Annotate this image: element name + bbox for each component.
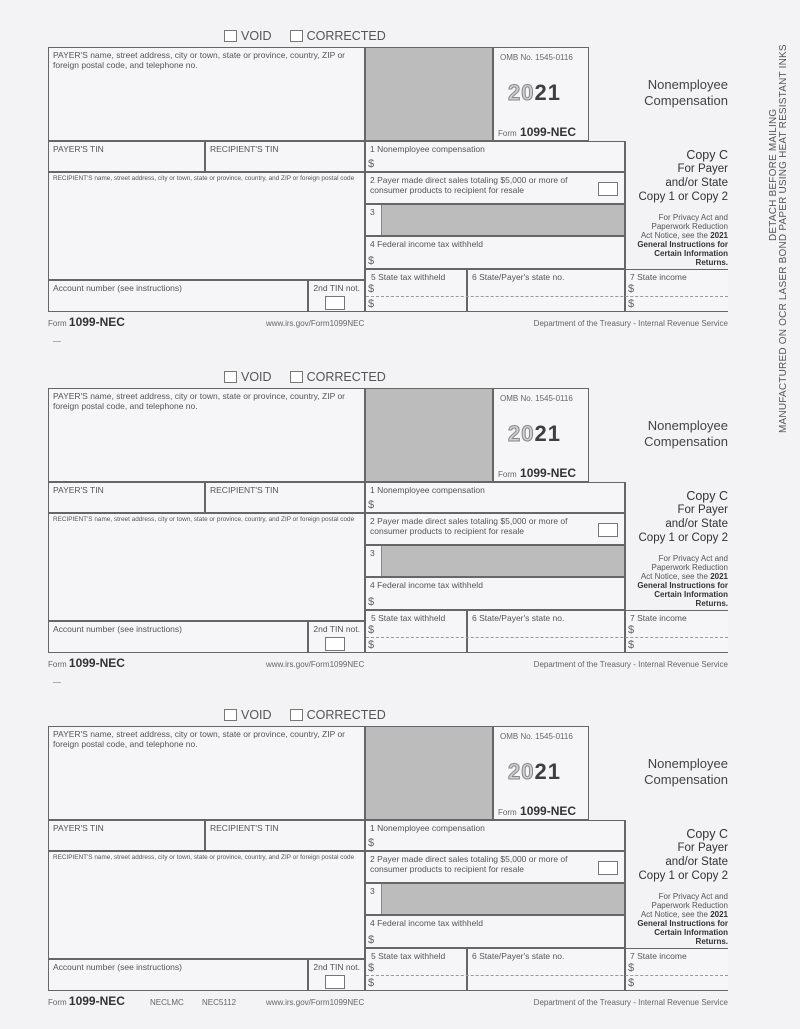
void-label: VOID	[241, 29, 272, 43]
account-number-label: Account number (see instructions)	[53, 962, 182, 972]
omb-number: OMB No. 1545-0116	[500, 732, 573, 741]
box6-field[interactable]	[467, 269, 625, 312]
year-light: 20	[508, 759, 535, 784]
footer-form-name: 1099-NEC	[68, 656, 125, 670]
box6-label: 6 State/Payer's state no.	[472, 951, 565, 961]
corrected-label: CORRECTED	[306, 708, 386, 722]
box5-label: 5 State tax withheld	[371, 613, 446, 623]
form-word: Form	[498, 808, 517, 817]
box7-label: 7 State income	[630, 272, 687, 282]
perforation-mark	[53, 682, 61, 683]
void-label: VOID	[241, 370, 272, 384]
privacy-line2: Paperwork Reduction	[651, 901, 728, 910]
box2-checkbox[interactable]	[598, 861, 618, 875]
tax-year	[508, 80, 561, 106]
account-number-label: Account number (see instructions)	[53, 283, 182, 293]
footer-url: www.irs.gov/Form1099NEC	[266, 998, 365, 1007]
copy-line4: Copy 1 or Copy 2	[638, 870, 728, 882]
footer-form-word: Form	[48, 319, 67, 328]
privacy-line3a: Act Notice, see the	[640, 231, 711, 240]
privacy-line5: Certain Information	[654, 249, 728, 258]
form-word: Form	[498, 129, 517, 138]
box6-label: 6 State/Payer's state no.	[472, 613, 565, 623]
paper-notice: MANUFACTURED ON OCR LASER BOND PAPER USING HEAT RESISTANT INKS	[778, 44, 789, 433]
box1-field[interactable]	[365, 820, 625, 851]
footer-form-number	[48, 656, 125, 670]
box7-dollar-1: $	[628, 624, 635, 636]
footer-form-number	[48, 315, 125, 329]
void-corrected-row	[224, 29, 386, 43]
recipient-info-label: RECIPIENT'S name, street address, city or town, state or province, country, and ZIP or foreign postal code	[53, 854, 355, 861]
box7-field[interactable]	[625, 610, 728, 653]
corrected-checkbox[interactable]	[290, 708, 386, 722]
copy-line4: Copy 1 or Copy 2	[638, 191, 728, 203]
box3-label: 3	[366, 546, 382, 576]
form-word: Form	[498, 470, 517, 479]
box4-field[interactable]	[365, 577, 625, 610]
void-box[interactable]	[224, 371, 237, 383]
void-checkbox[interactable]	[224, 370, 272, 384]
box5-dollar-2: $	[368, 977, 375, 989]
box7-dollar-1: $	[628, 962, 635, 974]
box2-label: 2 Payer made direct sales totaling $5,000 or more of consumer products to recipient for resale	[370, 175, 568, 195]
payer-tin-label: PAYER'S TIN	[53, 485, 104, 495]
copy-line4: Copy 1 or Copy 2	[638, 532, 728, 544]
privacy-line2: Paperwork Reduction	[651, 222, 728, 231]
recipient-tin-label: RECIPIENT'S TIN	[210, 485, 279, 495]
privacy-notice	[637, 554, 728, 608]
box2-checkbox[interactable]	[598, 182, 618, 196]
box2-field	[365, 172, 625, 204]
box3-label: 3	[366, 884, 382, 914]
box7-dollar-2: $	[628, 977, 635, 989]
form-number	[498, 125, 576, 139]
corrected-label: CORRECTED	[306, 29, 386, 43]
year-light: 20	[508, 80, 535, 105]
recipient-info-field[interactable]	[48, 513, 365, 621]
void-label: VOID	[241, 708, 272, 722]
title-line2: Compensation	[644, 93, 728, 108]
copy-designation	[639, 148, 729, 204]
recipient-tin-field[interactable]	[205, 820, 365, 851]
copy-line1: Copy C	[686, 148, 728, 162]
title-line2: Compensation	[644, 772, 728, 787]
void-box[interactable]	[224, 709, 237, 721]
payer-info-field[interactable]	[48, 726, 365, 820]
detach-notice: DETACH BEFORE MAILING	[768, 108, 779, 241]
copy-designation	[639, 827, 729, 883]
copy-line3: and/or State	[665, 177, 728, 189]
box5-dollar-1: $	[368, 962, 375, 974]
form-number-text: 1099-NEC	[520, 804, 577, 818]
box3-field	[365, 545, 625, 577]
recipient-tin-field[interactable]	[205, 482, 365, 513]
form-title	[644, 418, 728, 450]
privacy-line3a: Act Notice, see the	[640, 572, 711, 581]
privacy-line1: For Privacy Act and	[658, 213, 728, 222]
privacy-line3b: 2021	[710, 572, 728, 581]
corrected-box[interactable]	[290, 371, 303, 383]
privacy-line4: General Instructions for	[637, 581, 728, 590]
year-bold: 21	[534, 421, 561, 446]
box4-label: 4 Federal income tax withheld	[370, 918, 483, 928]
box4-dollar: $	[368, 596, 375, 608]
box3-field	[365, 883, 625, 915]
box2-checkbox[interactable]	[598, 523, 618, 537]
box7-field[interactable]	[625, 269, 728, 312]
void-corrected-row	[224, 370, 386, 384]
payer-tin-field[interactable]	[48, 141, 205, 172]
recipient-info-field[interactable]	[48, 851, 365, 959]
box1-label: 1 Nonemployee compensation	[370, 144, 485, 154]
title-line2: Compensation	[644, 434, 728, 449]
box7-field[interactable]	[625, 948, 728, 991]
account-number-field[interactable]	[48, 959, 308, 991]
recipient-tin-label: RECIPIENT'S TIN	[210, 144, 279, 154]
second-tin-label: 2nd TIN not.	[313, 962, 360, 972]
box7-dollar-2: $	[628, 639, 635, 651]
box5-label: 5 State tax withheld	[371, 951, 446, 961]
perforation-mark	[53, 341, 61, 342]
footer-form-word: Form	[48, 998, 67, 1007]
form-1099-nec-copy-3	[48, 708, 728, 1026]
privacy-line5: Certain Information	[654, 928, 728, 937]
box7-dollar-2: $	[628, 298, 635, 310]
box3-shaded	[382, 546, 624, 576]
privacy-line4: General Instructions for	[637, 919, 728, 928]
year-light: 20	[508, 421, 535, 446]
payer-info-label: PAYER'S name, street address, city or town, state or province, country, ZIP or foreign postal code, and telephone no.	[53, 729, 346, 749]
box4-label: 4 Federal income tax withheld	[370, 580, 483, 590]
footer-url: www.irs.gov/Form1099NEC	[266, 319, 365, 328]
copy-line1: Copy C	[686, 489, 728, 503]
privacy-line3b: 2021	[710, 231, 728, 240]
shaded-area	[365, 726, 493, 820]
second-tin-field	[308, 621, 365, 653]
void-checkbox[interactable]	[224, 29, 272, 43]
footer-form-name: 1099-NEC	[68, 315, 125, 329]
recipient-tin-field[interactable]	[205, 141, 365, 172]
box2-field	[365, 513, 625, 545]
second-tin-label: 2nd TIN not.	[313, 283, 360, 293]
year-bold: 21	[534, 80, 561, 105]
copy-line2: For Payer	[677, 842, 728, 854]
payer-info-label: PAYER'S name, street address, city or town, state or province, country, ZIP or foreign postal code, and telephone no.	[53, 391, 346, 411]
form-number	[498, 466, 576, 480]
privacy-line5: Certain Information	[654, 590, 728, 599]
recipient-info-label: RECIPIENT'S name, street address, city or town, state or province, country, and ZIP or foreign postal code	[53, 516, 355, 523]
box5-field[interactable]	[365, 610, 467, 653]
footer-department: Department of the Treasury - Internal Revenue Service	[533, 998, 728, 1007]
box2-label: 2 Payer made direct sales totaling $5,000 or more of consumer products to recipient for resale	[370, 854, 568, 874]
omb-year-box	[493, 47, 589, 141]
form-title	[644, 77, 728, 109]
box7-dollar-1: $	[628, 283, 635, 295]
payer-tin-field[interactable]	[48, 482, 205, 513]
form-1099-nec-copy-2	[48, 370, 728, 688]
recipient-tin-label: RECIPIENT'S TIN	[210, 823, 279, 833]
payer-tin-label: PAYER'S TIN	[53, 823, 104, 833]
box6-field[interactable]	[467, 610, 625, 653]
form-1099-nec-copy-1	[48, 29, 728, 347]
box6-field[interactable]	[467, 948, 625, 991]
form-title	[644, 756, 728, 788]
corrected-box[interactable]	[290, 709, 303, 721]
box7-label: 7 State income	[630, 951, 687, 961]
omb-number: OMB No. 1545-0116	[500, 394, 573, 403]
payer-info-field[interactable]	[48, 388, 365, 482]
state-row-divider	[366, 975, 728, 976]
footer-form-word: Form	[48, 660, 67, 669]
title-line1: Nonemployee	[647, 77, 728, 92]
privacy-line6: Returns.	[695, 258, 728, 267]
box2-label: 2 Payer made direct sales totaling $5,000 or more of consumer products to recipient for resale	[370, 516, 568, 536]
box4-dollar: $	[368, 255, 375, 267]
void-checkbox[interactable]	[224, 708, 272, 722]
void-corrected-row	[224, 708, 386, 722]
account-number-field[interactable]	[48, 280, 308, 312]
second-tin-checkbox[interactable]	[325, 296, 345, 310]
footer-department: Department of the Treasury - Internal Revenue Service	[533, 660, 728, 669]
corrected-checkbox[interactable]	[290, 29, 386, 43]
copy-line2: For Payer	[677, 163, 728, 175]
title-line1: Nonemployee	[647, 418, 728, 433]
recipient-info-label: RECIPIENT'S name, street address, city or town, state or province, country, and ZIP or foreign postal code	[53, 175, 355, 182]
footer-url: www.irs.gov/Form1099NEC	[266, 660, 365, 669]
privacy-line3b: 2021	[710, 910, 728, 919]
privacy-line1: For Privacy Act and	[658, 892, 728, 901]
box1-field[interactable]	[365, 141, 625, 172]
footer-code-1: NECLMC	[150, 998, 184, 1007]
second-tin-checkbox[interactable]	[325, 975, 345, 989]
omb-year-box	[493, 726, 589, 820]
footer-department: Department of the Treasury - Internal Revenue Service	[533, 319, 728, 328]
copy-line2: For Payer	[677, 504, 728, 516]
state-row-divider	[366, 296, 728, 297]
privacy-notice	[637, 892, 728, 946]
privacy-line4: General Instructions for	[637, 240, 728, 249]
box5-dollar-2: $	[368, 298, 375, 310]
void-box[interactable]	[224, 30, 237, 42]
payer-info-label: PAYER'S name, street address, city or town, state or province, country, ZIP or foreign postal code, and telephone no.	[53, 50, 346, 70]
title-line1: Nonemployee	[647, 756, 728, 771]
privacy-line3a: Act Notice, see the	[640, 910, 711, 919]
box5-label: 5 State tax withheld	[371, 272, 446, 282]
account-number-label: Account number (see instructions)	[53, 624, 182, 634]
footer-form-name: 1099-NEC	[68, 994, 125, 1008]
tax-year	[508, 759, 561, 785]
payer-tin-field[interactable]	[48, 820, 205, 851]
box1-label: 1 Nonemployee compensation	[370, 823, 485, 833]
privacy-line2: Paperwork Reduction	[651, 563, 728, 572]
corrected-box[interactable]	[290, 30, 303, 42]
omb-year-box	[493, 388, 589, 482]
tax-year	[508, 421, 561, 447]
copy-divider	[625, 482, 626, 610]
second-tin-field	[308, 959, 365, 991]
payer-info-field[interactable]	[48, 47, 365, 141]
box5-field[interactable]	[365, 269, 467, 312]
box4-field[interactable]	[365, 915, 625, 948]
footer-form-number	[48, 994, 125, 1008]
copy-line1: Copy C	[686, 827, 728, 841]
state-row-divider	[366, 637, 728, 638]
recipient-info-field[interactable]	[48, 172, 365, 280]
box4-field[interactable]	[365, 236, 625, 269]
box1-label: 1 Nonemployee compensation	[370, 485, 485, 495]
corrected-label: CORRECTED	[306, 370, 386, 384]
box1-dollar: $	[368, 499, 375, 511]
account-number-field[interactable]	[48, 621, 308, 653]
box6-label: 6 State/Payer's state no.	[472, 272, 565, 282]
footer-code-2: NEC5112	[202, 998, 237, 1007]
box2-field	[365, 851, 625, 883]
corrected-checkbox[interactable]	[290, 370, 386, 384]
copy-designation	[639, 489, 729, 545]
shaded-area	[365, 47, 493, 141]
privacy-line6: Returns.	[695, 937, 728, 946]
second-tin-field	[308, 280, 365, 312]
shaded-area	[365, 388, 493, 482]
form-number-text: 1099-NEC	[520, 466, 577, 480]
box7-label: 7 State income	[630, 613, 687, 623]
year-bold: 21	[534, 759, 561, 784]
form-number-text: 1099-NEC	[520, 125, 577, 139]
second-tin-checkbox[interactable]	[325, 637, 345, 651]
privacy-notice	[637, 213, 728, 267]
box3-label: 3	[366, 205, 382, 235]
second-tin-label: 2nd TIN not.	[313, 624, 360, 634]
box1-field[interactable]	[365, 482, 625, 513]
copy-line3: and/or State	[665, 856, 728, 868]
copy-line3: and/or State	[665, 518, 728, 530]
box3-shaded	[382, 205, 624, 235]
payer-tin-label: PAYER'S TIN	[53, 144, 104, 154]
copy-divider	[625, 820, 626, 948]
box5-dollar-2: $	[368, 639, 375, 651]
privacy-line6: Returns.	[695, 599, 728, 608]
side-notice	[768, 45, 798, 435]
box4-dollar: $	[368, 934, 375, 946]
box5-dollar-1: $	[368, 283, 375, 295]
privacy-line1: For Privacy Act and	[658, 554, 728, 563]
box5-field[interactable]	[365, 948, 467, 991]
omb-number: OMB No. 1545-0116	[500, 53, 573, 62]
box1-dollar: $	[368, 837, 375, 849]
form-number	[498, 804, 576, 818]
box5-dollar-1: $	[368, 624, 375, 636]
box3-shaded	[382, 884, 624, 914]
copy-divider	[625, 141, 626, 269]
box1-dollar: $	[368, 158, 375, 170]
box3-field	[365, 204, 625, 236]
box4-label: 4 Federal income tax withheld	[370, 239, 483, 249]
